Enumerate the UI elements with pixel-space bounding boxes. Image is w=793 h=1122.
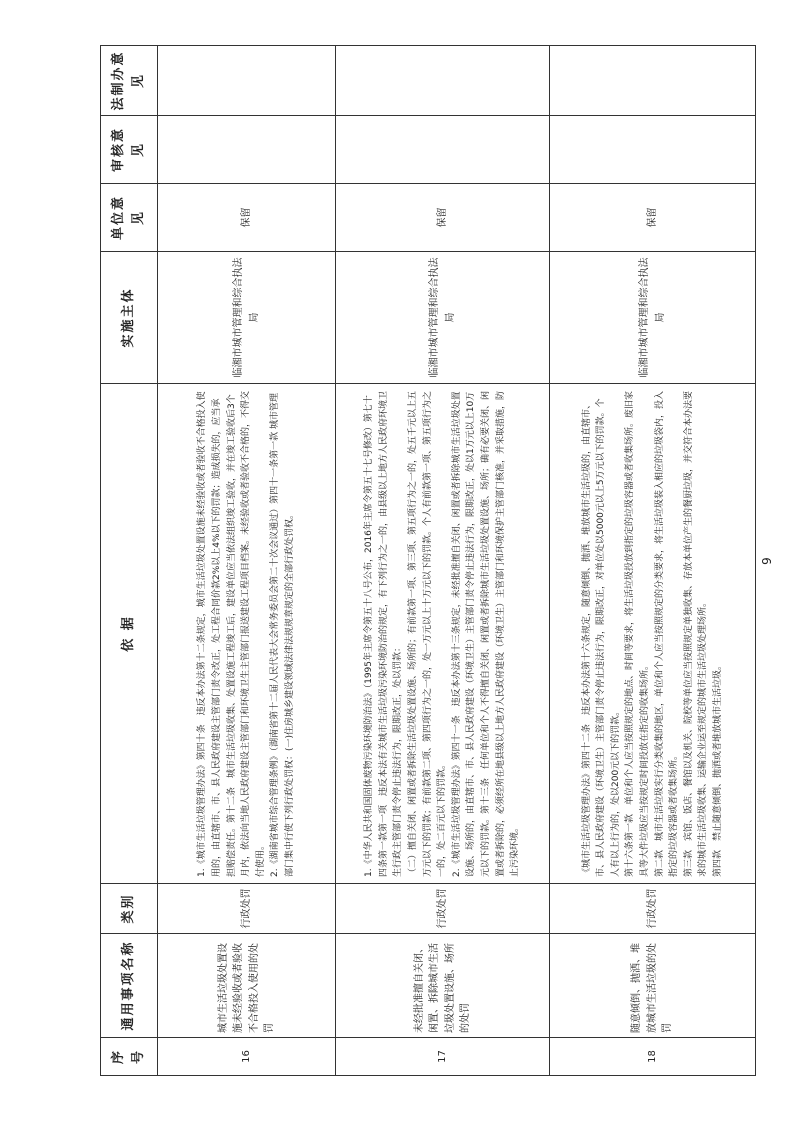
row-basis	[336, 384, 550, 884]
basis-paragraph: 第二款 城市生活垃圾实行分类收集的地区，单位和个人应当按照规定的分类要求，将生活垃圾装入相应的垃圾袋内，投入指定的垃圾容器或者收集场所。	[654, 390, 680, 877]
header-subject: 实施主体	[101, 252, 158, 384]
basis-paragraph: 《城市生活垃圾管理办法》第四十二条 违反本办法第十六条规定，随意倾倒、抛洒、堆放城市生活垃圾的，由直辖市、市、县人民政府建设（环境卫生）主管部门责令停止违法行为，限期改正，对单位处以5000元以上5万元以下的罚款。个人有以上行为的，处以200元以下的罚款。	[581, 398, 621, 877]
row-seq: 16	[158, 1038, 336, 1076]
row-subject: 临湘市城市管理和综合执法局	[158, 252, 336, 384]
basis-paragraph: （二）擅自关闭、闲置或者拆除生活垃圾处置设施、场所的；有前款第一项、第三项、第五项行为之一的，处五千元以上五万元以下的罚款；有前款第二项、第四项行为之一的，处一万元以上十万元以下的罚款。个人有前款第一项、第五项行为之一的，处二百元以下的罚款。	[408, 390, 448, 877]
header-seq: 序号	[101, 1038, 158, 1076]
row-review-opinion	[336, 116, 550, 184]
items-table	[100, 45, 756, 1076]
row-category: 行政处罚	[550, 884, 756, 934]
row-seq: 17	[336, 1038, 550, 1076]
row-subject: 临湘市城市管理和综合执法局	[336, 252, 550, 384]
row-legal-opinion	[550, 46, 756, 116]
row-subject: 临湘市城市管理和综合执法局	[550, 252, 756, 384]
header-name: 通用事项名称	[101, 934, 158, 1038]
row-basis	[550, 384, 756, 884]
row-unit-opinion: 保留	[550, 184, 756, 252]
row-unit-opinion: 保留	[158, 184, 336, 252]
header-review-opinion: 审核意见	[101, 116, 158, 184]
header-category: 类别	[101, 884, 158, 934]
row-basis	[158, 384, 336, 884]
basis-paragraph: 2.《城市生活垃圾管理办法》第四十一条 违反本办法第十三条规定，未经批准擅自关闭、闲置或者拆除城市生活垃圾处置设施、场所的，由直辖市、市、县人民政府建设（环境卫生）主管部门责令停止违法行为，限期改正，处以1万元以上10万元以下的罚款。第十三条 任何单位和个人不得擅自关闭、闲置或者拆除城市生活垃圾处置设施、场所；确有必要关闭、闲置或者拆除的，必须经所在地县级以上地方人民政府建设（环境卫生）主管部门和环境保护主管部门核准，并采取措施，防止污染环境。	[451, 390, 521, 877]
row-unit-opinion: 保留	[336, 184, 550, 252]
header-row	[101, 46, 158, 1076]
row-review-opinion	[550, 116, 756, 184]
row-name: 未经批准擅自关闭、闲置、拆除城市生活垃圾处置设施、场所的处罚	[336, 934, 550, 1038]
basis-paragraph: 第四款 禁止随意倾倒、抛洒或者堆放城市生活垃圾。	[712, 660, 723, 877]
basis-paragraph: 第十六条第一款 单位和个人应当按照规定的地点、时间等要求，将生活垃圾投放到指定的垃圾容器或者收集场所。废旧家具等大件垃圾应当按规定时间投放在指定的收集场所。	[625, 390, 650, 877]
basis-paragraph: 1.《城市生活垃圾管理办法》第四十条 违反本办法第十二条规定，城市生活垃圾处置设施未经验收或者验收不合格投入使用的，由直辖市、市、县人民政府建设主管部门责令改正，处工程合同价款2%以上4%以下的罚款；造成损失的，应当承担赔偿责任。第十二条 城市生活垃圾收集、处置设施工程竣工后，建设单位应当依法组织竣工验收，并在竣工验收后3个月内，依法向当地人民政府建设主管部门和环境卫生主管部门报送建设工程项目档案。未经验收或者验收不合格的，不得交付使用。	[197, 390, 266, 877]
row-review-opinion	[158, 116, 336, 184]
header-legal-opinion: 法制办意见	[101, 46, 158, 116]
row-category: 行政处罚	[158, 884, 336, 934]
table-row	[336, 46, 550, 1076]
table-row	[158, 46, 336, 1076]
header-unit-opinion: 单位意见	[101, 184, 158, 252]
basis-paragraph: 1.《中华人民共和国固体废物污染环境防治法》（1995年主席令第五十八号公布，2016年主席令第五十七号修改）第七十四条第一款第一项 违反本法有关城市生活垃圾污染环境防治的规定，有下列行为之一的，由县级以上地方人民政府环境卫生行政主管部门责令停止违法行为，限期改正，处以罚款：	[364, 390, 404, 877]
row-name: 随意倾倒、抛洒、堆放城市生活垃圾的处罚	[550, 934, 756, 1038]
table-row	[550, 46, 756, 1076]
row-seq: 18	[550, 1038, 756, 1076]
row-name: 城市生活垃圾处置设施未经验收或者验收不合格投入使用的处罚	[158, 934, 336, 1038]
header-basis: 依 据	[101, 384, 158, 884]
basis-paragraph: 第三款 宾馆、饭店、餐馆以及机关、院校等单位应当按照规定单独收集、存放本单位产生的餐厨垃圾，并交符合本办法要求的城市生活垃圾收集、运输企业运至规定的城市生活垃圾处理场所。	[683, 390, 709, 877]
row-legal-opinion	[336, 46, 550, 116]
page-number: 9	[760, 557, 774, 565]
row-legal-opinion	[158, 46, 336, 116]
basis-paragraph: 2.《湖南省城市综合管理条例》（湖南省第十二届人民代表大会常务委员会第二十次会议通过）第四十一条第一款 城市管理部门集中行使下列行政处罚权：(一)住房城乡建设领域法律法规规章规定的全部行政处罚权。	[270, 393, 295, 877]
row-category: 行政处罚	[336, 884, 550, 934]
